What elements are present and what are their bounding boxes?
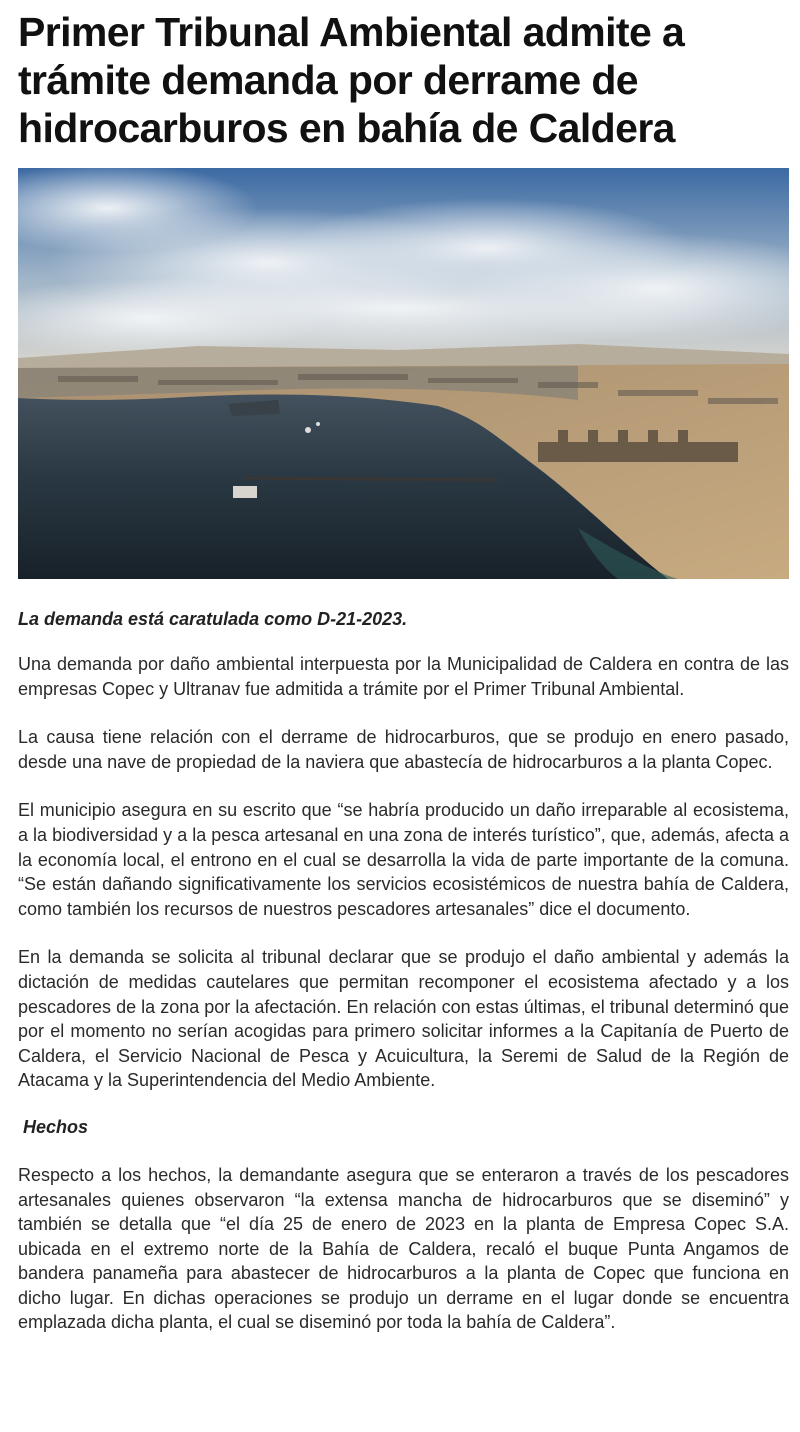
boat [316, 422, 320, 426]
article-photo [18, 168, 789, 579]
article-headline: Primer Tribunal Ambiental admite a trámite demanda por derrame de hidrocarburos en bahía de Caldera [18, 9, 685, 151]
section-heading-hechos: Hechos [23, 1116, 89, 1137]
pier [243, 478, 498, 480]
ship [233, 486, 257, 498]
aerial-bay-illustration [18, 168, 789, 579]
paragraph-2: La causa tiene relación con el derrame de hidrocarburos, que se produjo en enero pasado, desde una nave de propiedad de la naviera que abastecía de hidrocarburos a la planta Copec. [18, 727, 789, 772]
boat [305, 427, 311, 433]
paragraph-3: El municipio asegura en su escrito que “se habría producido un daño irreparable al ecosistema, a la biodiversidad y a la pesca artesanal en una zona de interés turístico”, que, además, afecta a la economía local, el entrono en el cual se desarrolla la vida de parte importante de la comuna. “Se están dañando significativamente los servicios ecosistémicos de nuestra bahía de Caldera, como también los recursos de nuestros pescadores artesanales” dice el documento. [18, 800, 789, 919]
article [18, 0, 789, 1335]
photo-caption: La demanda está caratulada como D-21-2023. [18, 609, 408, 629]
paragraph-5: Respecto a los hechos, la demandante asegura que se enteraron a través de los pescadores artesanales quienes observaron “la extensa mancha de hidrocarburos que se diseminó” y también se detalla que “el día 25 de enero de 2023 en la planta de Empresa Copec S.A. ubicada en el extremo norte de la Bahía de Caldera, recaló el buque Punta Angamos de bandera panameña para abastecer de hidrocarburos a la planta de Copec que funciona en dicho lugar. En dichas operaciones se produjo un derrame en el lugar donde se encuentra emplazada dicha planta, el cual se diseminó por toda la bahía de Caldera”. [18, 1164, 789, 1333]
paragraph-1: Una demanda por daño ambiental interpuesta por la Municipalidad de Caldera en contra de las empresas Copec y Ultranav fue admitida a trámite por el Primer Tribunal Ambiental. [18, 654, 789, 699]
paragraph-4: En la demanda se solicita al tribunal declarar que se produjo el daño ambiental y además la dictación de medidas cautelares que permitan recomponer el ecosistema afectado y a los pescadores de la zona por la afectación. En relación con estas últimas, el tribunal determinó que por el momento no serían acogidas para primero solicitar informes a la Capitanía de Puerto de Caldera, el Servicio Nacional de Pesca y Acuicultura, la Seremi de Salud de la Región de Atacama y la Superintendencia del Medio Ambiente. [18, 947, 789, 1091]
